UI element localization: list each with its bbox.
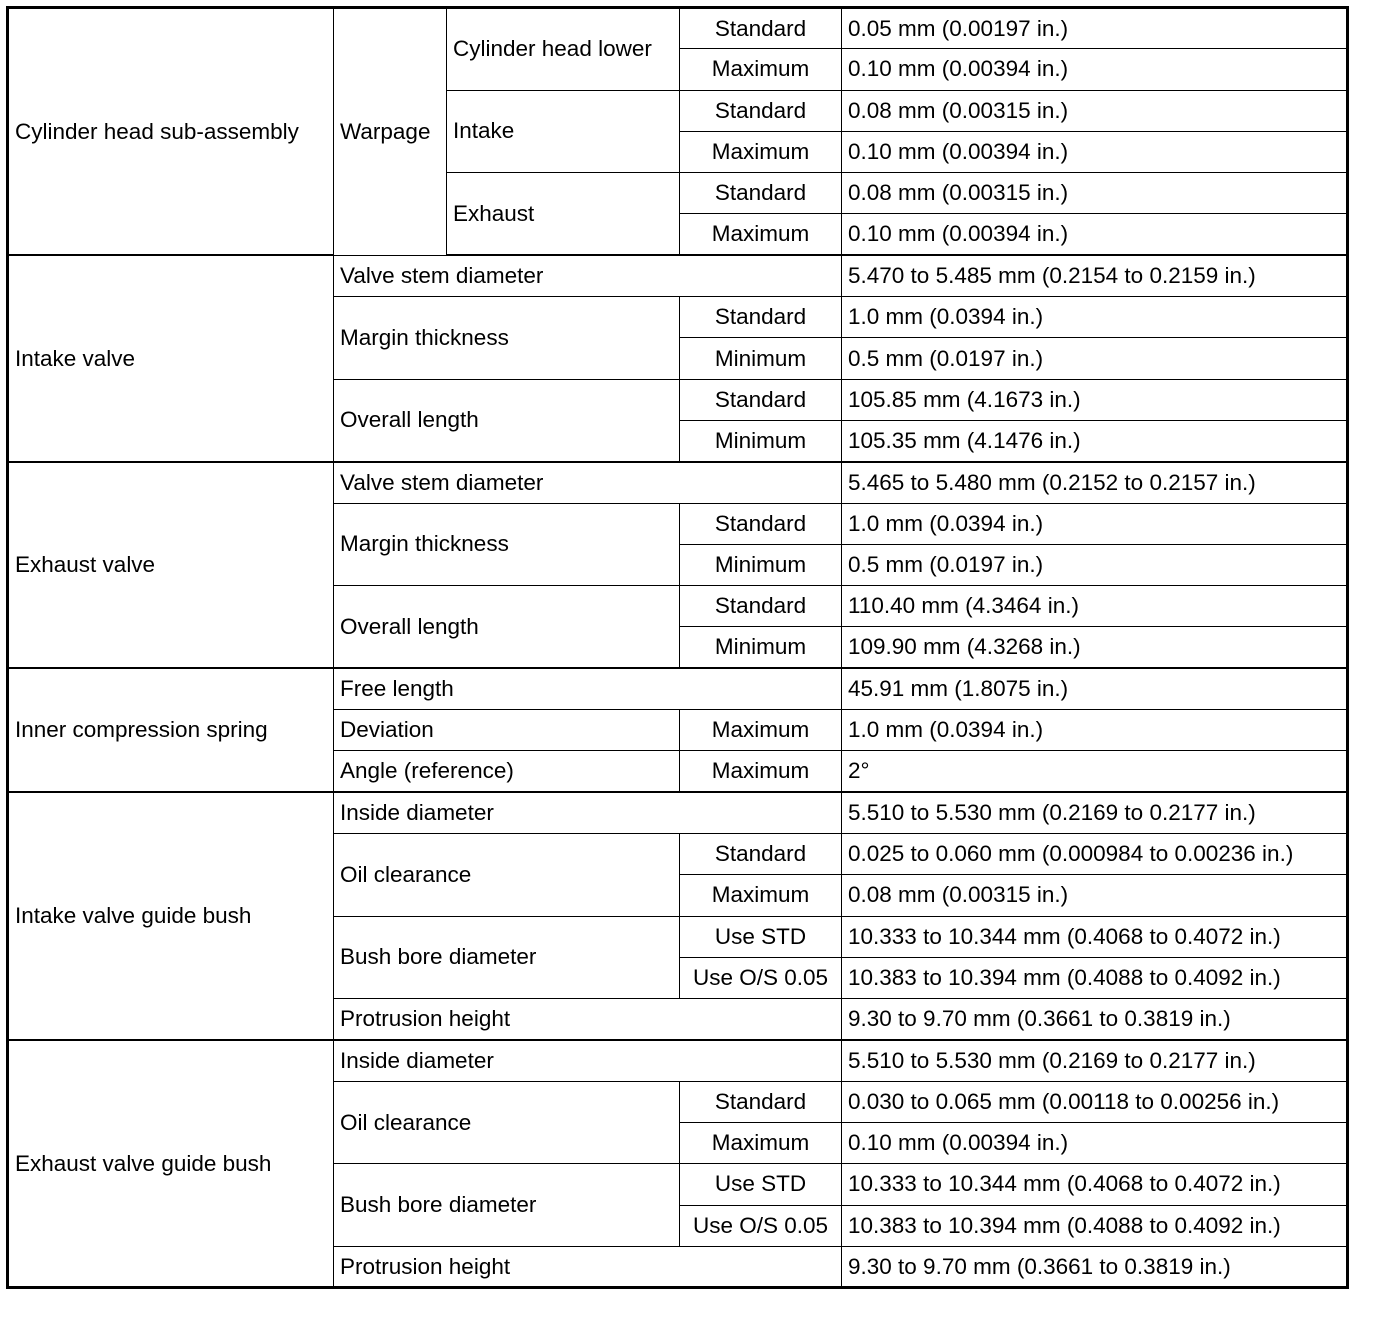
table-row [8, 792, 1348, 833]
condition-label: Use O/S 0.05 [680, 1205, 842, 1246]
condition-label: Standard [680, 586, 842, 627]
item-name: Oil clearance [334, 833, 680, 916]
condition-label: Standard [680, 833, 842, 874]
sub-item-name: Cylinder head lower [447, 8, 680, 91]
condition-label: Standard [680, 503, 842, 544]
table-row [8, 8, 1348, 49]
item-name: Free length [334, 668, 842, 709]
spec-value: 0.10 mm (0.00394 in.) [842, 131, 1348, 172]
condition-label: Maximum [680, 131, 842, 172]
spec-value: 0.08 mm (0.00315 in.) [842, 173, 1348, 214]
part-name: Intake valve guide bush [8, 792, 334, 1040]
part-name: Exhaust valve guide bush [8, 1040, 334, 1288]
condition-label: Standard [680, 297, 842, 338]
item-name: Protrusion height [334, 1246, 842, 1287]
spec-value: 5.510 to 5.530 mm (0.2169 to 0.2177 in.) [842, 792, 1348, 833]
condition-label: Use STD [680, 1164, 842, 1205]
spec-value: 0.025 to 0.060 mm (0.000984 to 0.00236 in.) [842, 833, 1348, 874]
condition-label: Maximum [680, 875, 842, 916]
spec-value: 10.333 to 10.344 mm (0.4068 to 0.4072 in.) [842, 916, 1348, 957]
item-name: Oil clearance [334, 1081, 680, 1164]
condition-label: Use STD [680, 916, 842, 957]
spec-value: 10.383 to 10.394 mm (0.4088 to 0.4092 in.) [842, 957, 1348, 998]
table-row [8, 462, 1348, 503]
condition-label: Minimum [680, 420, 842, 461]
spec-value: 1.0 mm (0.0394 in.) [842, 710, 1348, 751]
item-name: Margin thickness [334, 503, 680, 586]
sub-item-name: Exhaust [447, 173, 680, 256]
item-name: Protrusion height [334, 999, 842, 1040]
spec-value: 109.90 mm (4.3268 in.) [842, 627, 1348, 668]
condition-label: Use O/S 0.05 [680, 957, 842, 998]
condition-label: Minimum [680, 544, 842, 585]
item-name: Margin thickness [334, 297, 680, 380]
condition-label: Standard [680, 90, 842, 131]
item-name: Deviation [334, 710, 680, 751]
item-name: Valve stem diameter [334, 462, 842, 503]
condition-label: Maximum [680, 751, 842, 792]
item-name: Inside diameter [334, 1040, 842, 1081]
item-name: Warpage [334, 8, 447, 256]
spec-value: 110.40 mm (4.3464 in.) [842, 586, 1348, 627]
condition-label: Standard [680, 379, 842, 420]
spec-value: 0.030 to 0.065 mm (0.00118 to 0.00256 in.) [842, 1081, 1348, 1122]
spec-value: 9.30 to 9.70 mm (0.3661 to 0.3819 in.) [842, 999, 1348, 1040]
condition-label: Minimum [680, 338, 842, 379]
part-name: Cylinder head sub-assembly [8, 8, 334, 256]
condition-label: Standard [680, 8, 842, 49]
item-name: Bush bore diameter [334, 916, 680, 999]
spec-value: 0.5 mm (0.0197 in.) [842, 544, 1348, 585]
spec-value: 0.05 mm (0.00197 in.) [842, 8, 1348, 49]
spec-value: 0.08 mm (0.00315 in.) [842, 90, 1348, 131]
item-name: Inside diameter [334, 792, 842, 833]
spec-value: 0.5 mm (0.0197 in.) [842, 338, 1348, 379]
item-name: Overall length [334, 379, 680, 462]
spec-value: 2° [842, 751, 1348, 792]
item-name: Overall length [334, 586, 680, 669]
table-row [8, 255, 1348, 296]
spec-value: 0.10 mm (0.00394 in.) [842, 214, 1348, 255]
condition-label: Standard [680, 173, 842, 214]
item-name: Angle (reference) [334, 751, 680, 792]
sub-item-name: Intake [447, 90, 680, 173]
spec-value: 5.510 to 5.530 mm (0.2169 to 0.2177 in.) [842, 1040, 1348, 1081]
item-name: Valve stem diameter [334, 255, 842, 296]
spec-value: 9.30 to 9.70 mm (0.3661 to 0.3819 in.) [842, 1246, 1348, 1287]
condition-label: Standard [680, 1081, 842, 1122]
spec-value: 105.35 mm (4.1476 in.) [842, 420, 1348, 461]
spec-value: 1.0 mm (0.0394 in.) [842, 297, 1348, 338]
condition-label: Maximum [680, 49, 842, 90]
table-row [8, 668, 1348, 709]
part-name: Intake valve [8, 255, 334, 461]
spec-value: 105.85 mm (4.1673 in.) [842, 379, 1348, 420]
spec-value: 10.333 to 10.344 mm (0.4068 to 0.4072 in.) [842, 1164, 1348, 1205]
spec-value: 5.465 to 5.480 mm (0.2152 to 0.2157 in.) [842, 462, 1348, 503]
condition-label: Maximum [680, 214, 842, 255]
part-name: Inner compression spring [8, 668, 334, 792]
table-row [8, 1040, 1348, 1081]
condition-label: Minimum [680, 627, 842, 668]
spec-value: 45.91 mm (1.8075 in.) [842, 668, 1348, 709]
specification-table [6, 6, 1349, 1289]
condition-label: Maximum [680, 710, 842, 751]
spec-value: 1.0 mm (0.0394 in.) [842, 503, 1348, 544]
part-name: Exhaust valve [8, 462, 334, 668]
spec-value: 0.10 mm (0.00394 in.) [842, 49, 1348, 90]
spec-value: 10.383 to 10.394 mm (0.4088 to 0.4092 in.) [842, 1205, 1348, 1246]
spec-value: 0.08 mm (0.00315 in.) [842, 875, 1348, 916]
spec-value: 0.10 mm (0.00394 in.) [842, 1123, 1348, 1164]
item-name: Bush bore diameter [334, 1164, 680, 1247]
condition-label: Maximum [680, 1123, 842, 1164]
spec-value: 5.470 to 5.485 mm (0.2154 to 0.2159 in.) [842, 255, 1348, 296]
